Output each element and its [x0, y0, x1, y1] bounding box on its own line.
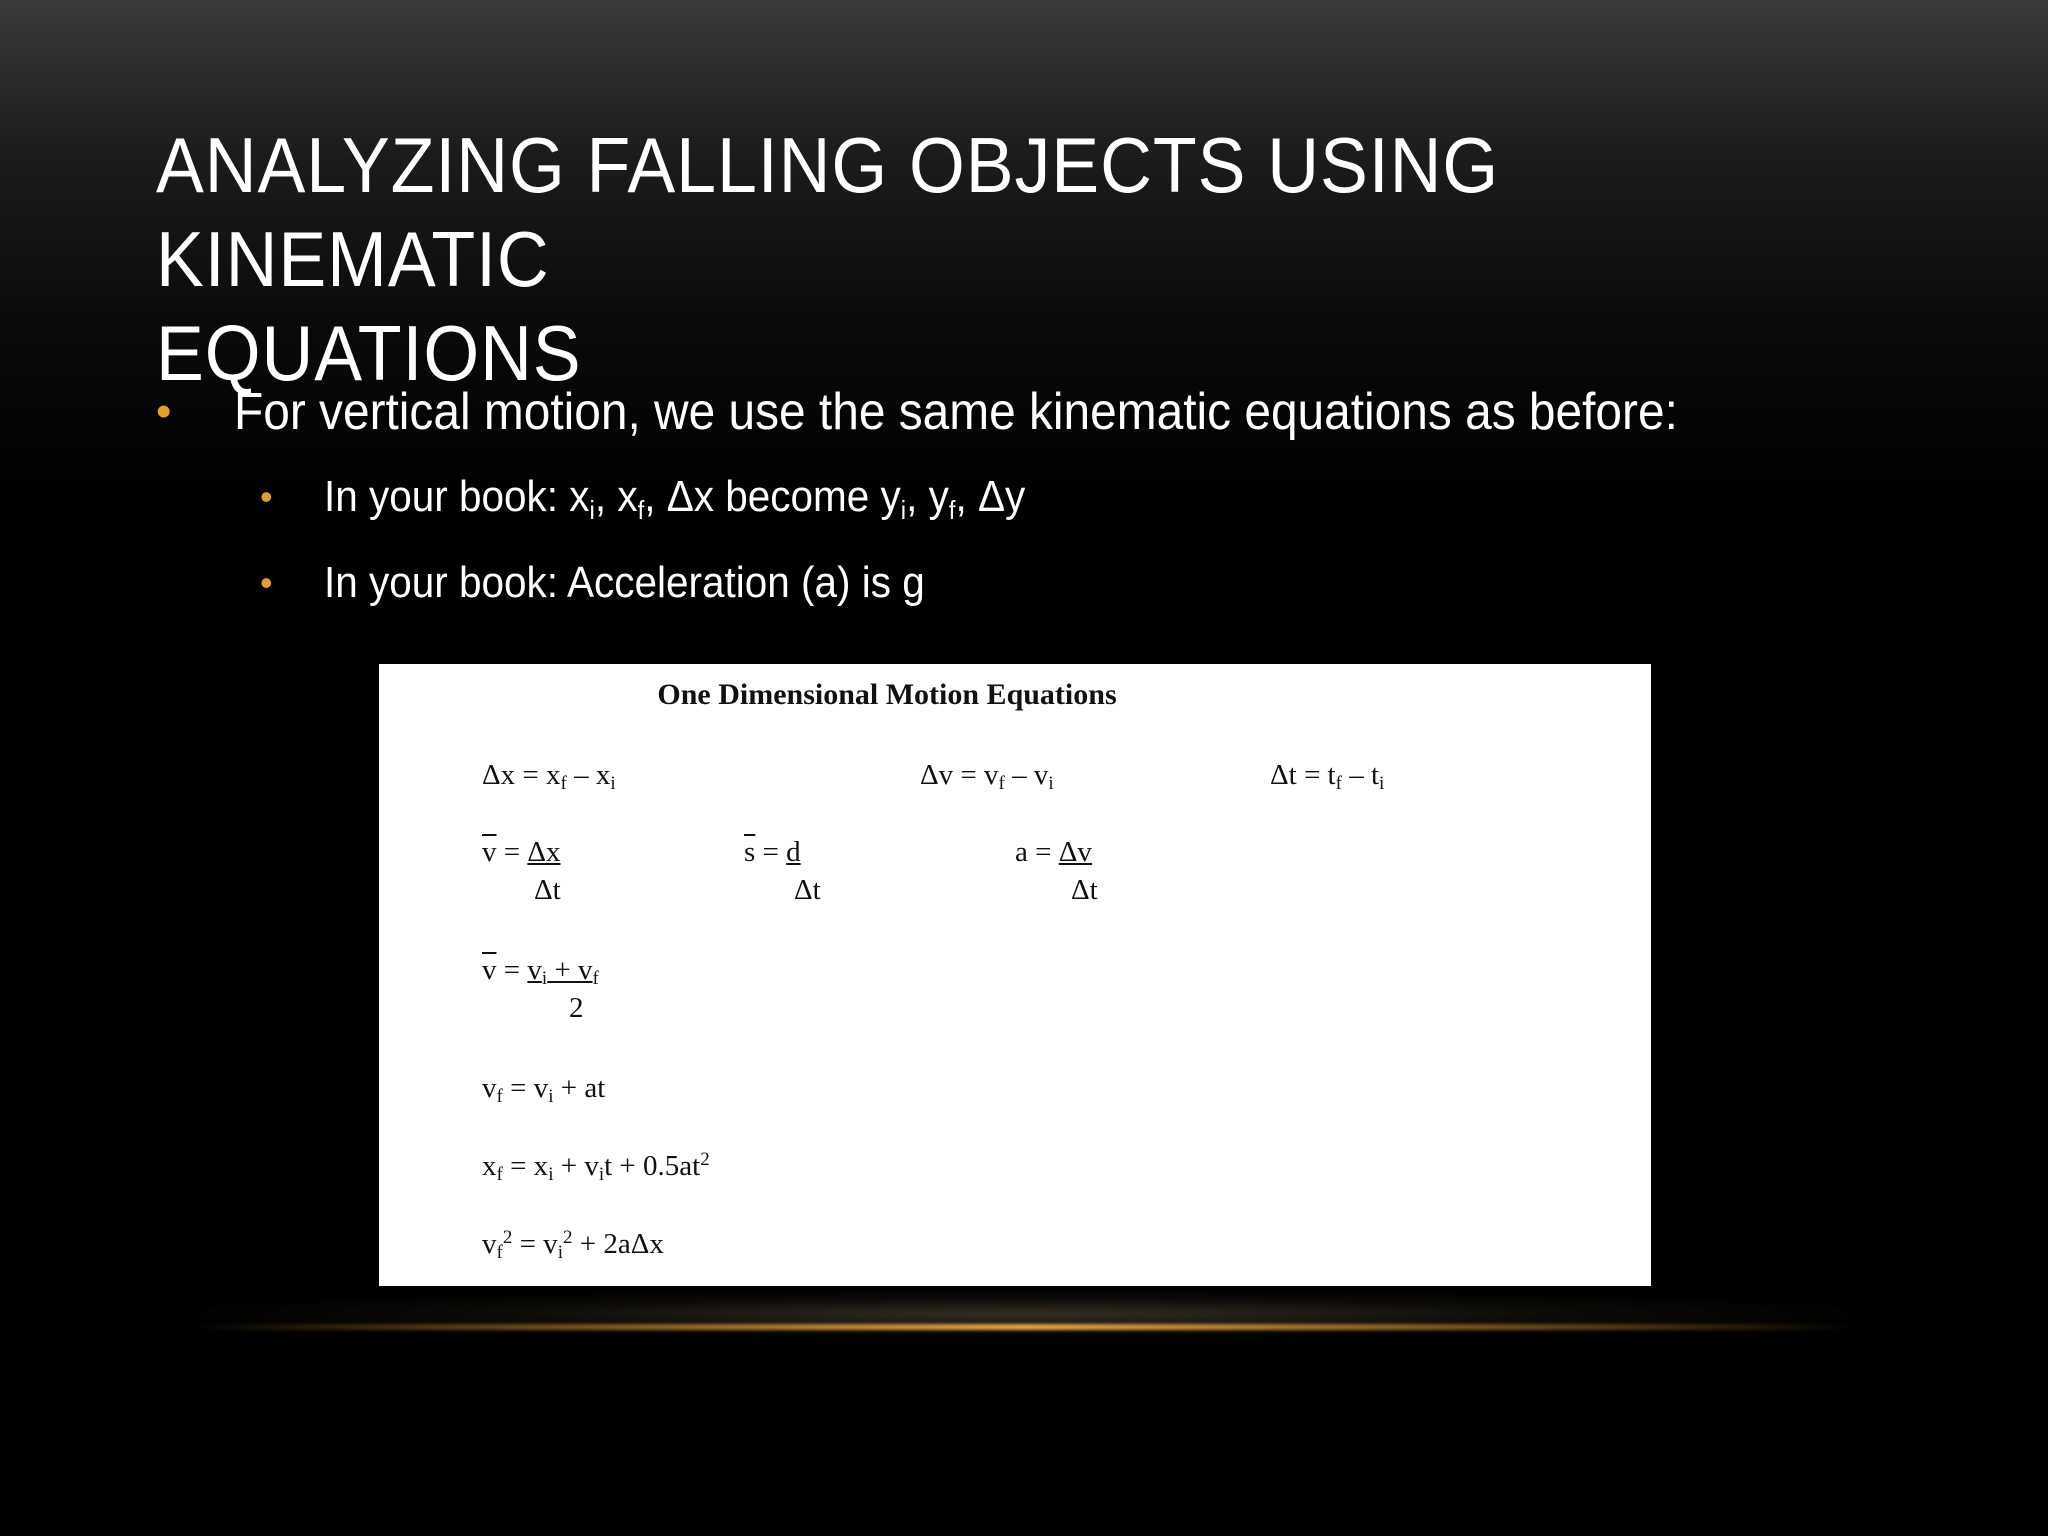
bullet-level1: [156, 370, 1956, 454]
title-line-1: ANALYZING FALLING OBJECTS USING KINEMATIC: [156, 121, 1500, 303]
equation-average-velocity: $\overline{v} = \Delta x$: [482, 836, 561, 868]
gold-divider-line: [190, 1324, 1860, 1330]
equation-velocity-squared: $v_f^2 = v_i^2 + 2a\Delta x$: [482, 1227, 664, 1263]
bullet-text: For vertical motion, we use the same kinematic equations as before:: [234, 383, 1678, 441]
equation-average-speed-denominator: Δt: [794, 874, 821, 906]
gold-glow: [200, 1290, 1850, 1338]
equations-title: One Dimensional Motion Equations: [657, 678, 1117, 711]
equations-image: [379, 664, 1651, 1286]
equation-velocity-change: $\Delta v = v_f - v_i$: [920, 759, 1054, 794]
bullet-dot-icon: •: [156, 387, 172, 436]
equation-average-speed: $\overline{s} = d$: [744, 836, 801, 868]
equation-displacement: $\Delta x = x_f - x_i$: [482, 759, 616, 794]
bullet-level2-acceleration: [156, 540, 1956, 626]
equation-final-position: $x_f = x_i + v_it + 0.5at^2$: [482, 1149, 710, 1185]
bullet-list: [156, 370, 1956, 626]
equation-acceleration-denominator: Δt: [1071, 874, 1098, 906]
equation-mean-velocity-denominator: 2: [569, 992, 584, 1024]
equation-mean-velocity: $\overline{v} = v_i + v_f$: [482, 954, 599, 989]
equation-final-velocity: $v_f = v_i$ + at: [482, 1072, 606, 1107]
bullet-text: In your book: $x_i$, $x_f$, Δx become $y_i$, $y_f$, Δy: [324, 472, 1026, 525]
equation-acceleration: a = Δv: [1015, 836, 1092, 868]
bullet-text: In your book: Acceleration (a) is g: [324, 558, 925, 607]
bullet-dot-icon: •: [260, 562, 273, 603]
equation-average-velocity-denominator: Δt: [534, 874, 561, 906]
title-line-2: EQUATIONS: [156, 309, 582, 397]
equation-time-interval: $\Delta t = t_f - t_i$: [1270, 759, 1385, 794]
slide-title: [156, 118, 1812, 400]
bullet-level2-variables: [156, 454, 1956, 540]
bullet-dot-icon: •: [260, 476, 273, 517]
